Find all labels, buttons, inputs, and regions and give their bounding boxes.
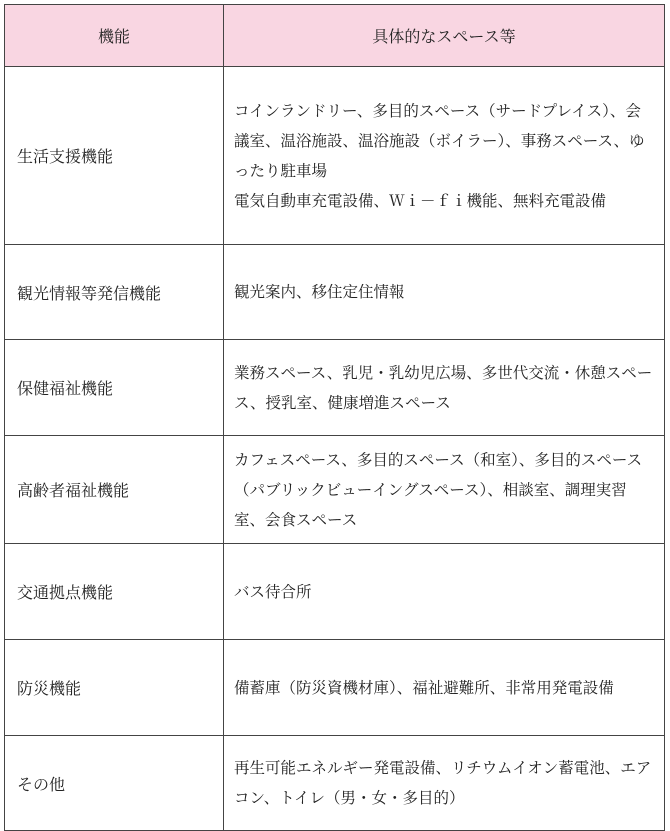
spaces-text: 備蓄庫（防災資機材庫）、福祉避難所、非常用発電設備 — [234, 678, 614, 697]
table-row — [5, 640, 665, 736]
function-cell: 交通拠点機能 — [5, 544, 224, 640]
function-cell: 生活支援機能 — [5, 67, 224, 245]
spaces-cell — [224, 736, 665, 831]
table-row — [5, 245, 665, 340]
spaces-cell — [224, 436, 665, 544]
spaces-text: 観光案内、移住定住情報 — [234, 283, 405, 301]
header-function: 機能 — [5, 5, 224, 67]
header-spaces: 具体的なスペース等 — [224, 5, 665, 67]
table-row — [5, 67, 665, 245]
spaces-text: 再生可能エネルギー発電設備、リチウムイオン蓄電池、エアコン、トイレ（男・女・多目的） — [234, 759, 652, 807]
spaces-cell — [224, 544, 665, 640]
spaces-cell — [224, 340, 665, 436]
function-cell: その他 — [5, 736, 224, 831]
header-row — [5, 5, 665, 67]
spaces-text: 業務スペース、乳児・乳幼児広場、多世代交流・休憩スペース、授乳室、健康増進スペース — [234, 363, 653, 412]
function-cell: 防災機能 — [5, 640, 224, 736]
spaces-text: カフェスペース、多目的スペース（和室）、多目的スペース（パブリックビューイングスペース）、相談室、調理実習室、会食スペース — [234, 450, 643, 529]
table-row — [5, 736, 665, 831]
function-cell: 観光情報等発信機能 — [5, 245, 224, 340]
spaces-cell — [224, 67, 665, 245]
table-row — [5, 340, 665, 436]
function-cell: 高齢者福祉機能 — [5, 436, 224, 544]
spaces-text: 電気自動車充電設備、Ｗｉ－ｆｉ機能、無料充電設備 — [234, 191, 607, 210]
function-cell: 保健福祉機能 — [5, 340, 224, 436]
spaces-cell — [224, 640, 665, 736]
spaces-text: バス待合所 — [234, 582, 312, 601]
spaces-cell — [224, 245, 665, 340]
table-row — [5, 436, 665, 544]
facility-function-table — [4, 4, 665, 831]
table-row — [5, 544, 665, 640]
spaces-text: コインランドリー、多目的スペース（サードプレイス）、会議室、温浴施設、温浴施設（ボイラー）、事務スペース、ゆったり駐車場 — [234, 101, 645, 180]
